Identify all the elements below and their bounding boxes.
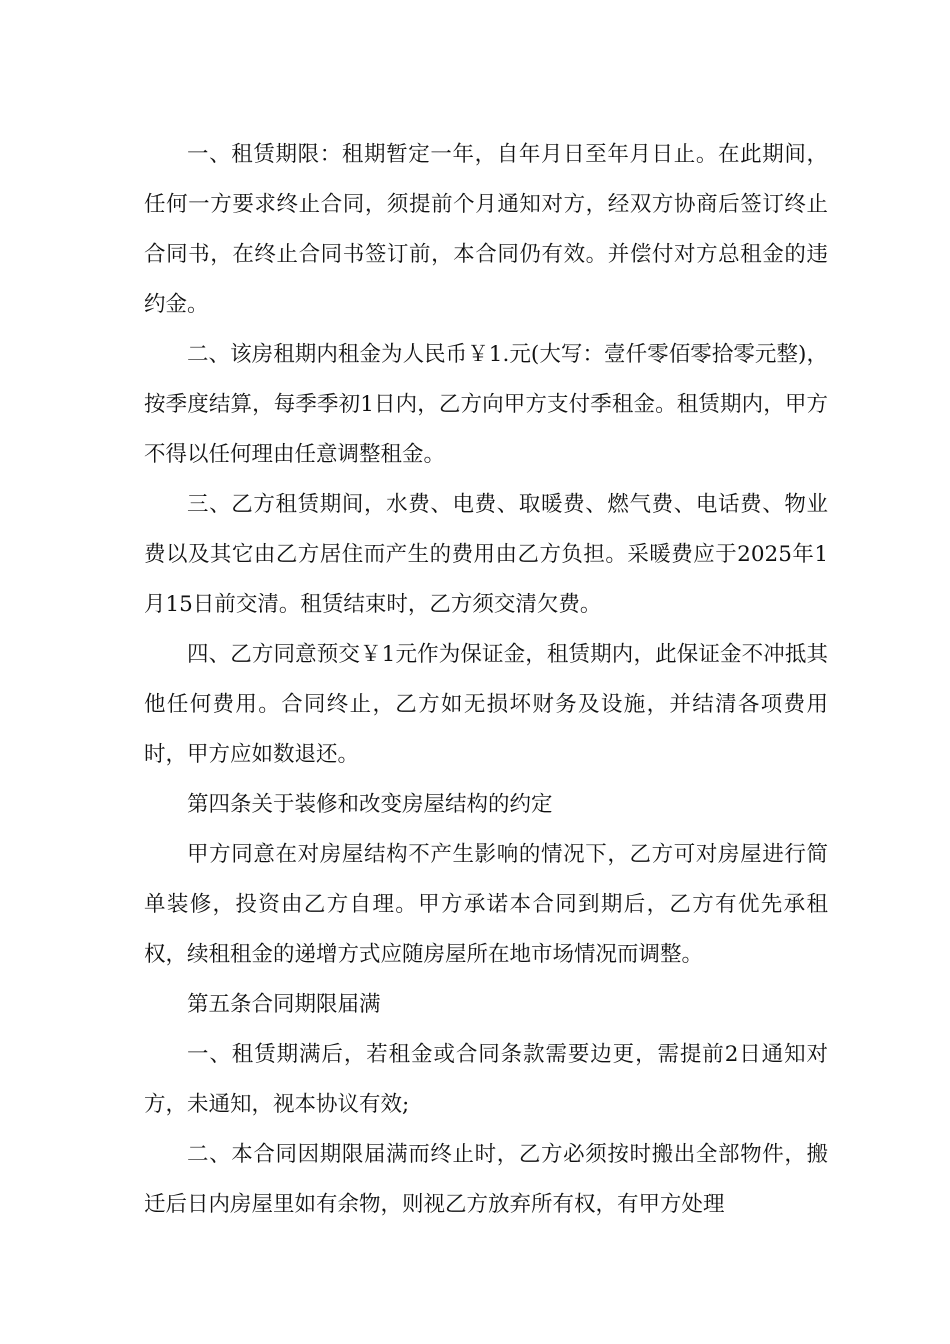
- article-five-heading: 第五条合同期限届满: [187, 992, 381, 1017]
- paragraph-rent-amount: 二、该房租期内租金为人民币￥1.元(大写：壹仟零佰零拾零元整)，按季度结算，每季季初1日内，乙方向甲方支付季租金。租赁期内，甲方不得以任何理由任意调整租金。: [144, 342, 828, 467]
- paragraph-utility-fees: 三、乙方租赁期间，水费、电费、取暖费、燃气费、电话费、物业费以及其它由乙方居住而产生的费用由乙方负担。采暖费应于2025年1月15日前交清。租赁结束时，乙方须交清欠费。: [144, 492, 828, 617]
- document-body: [144, 130, 828, 1230]
- article-four-heading: 第四条关于装修和改变房屋结构的约定: [187, 792, 553, 817]
- paragraph-lease-term: 一、租赁期限：租期暂定一年，自年月日至年月日止。在此期间，任何一方要求终止合同，须提前个月通知对方，经双方协商后签订终止合同书，在终止合同书签订前，本合同仍有效。并偿付对方总租金的违约金。: [144, 142, 828, 317]
- paragraph-term-changes: 一、租赁期满后，若租金或合同条款需要边更，需提前2日通知对方，未通知，视本协议有效;: [144, 1042, 828, 1117]
- paragraph-deposit: 四、乙方同意预交￥1元作为保证金，租赁期内，此保证金不冲抵其他任何费用。合同终止，乙方如无损坏财务及设施，并结清各项费用时，甲方应如数退还。: [144, 642, 828, 767]
- paragraph-renovation: 甲方同意在对房屋结构不产生影响的情况下，乙方可对房屋进行简单装修，投资由乙方自理。甲方承诺本合同到期后，乙方有优先承租权，续租租金的递增方式应随房屋所在地市场情况而调整。: [144, 842, 828, 967]
- paragraph-move-out: 二、本合同因期限届满而终止时，乙方必须按时搬出全部物件，搬迁后日内房屋里如有余物，则视乙方放弃所有权，有甲方处理: [144, 1142, 828, 1217]
